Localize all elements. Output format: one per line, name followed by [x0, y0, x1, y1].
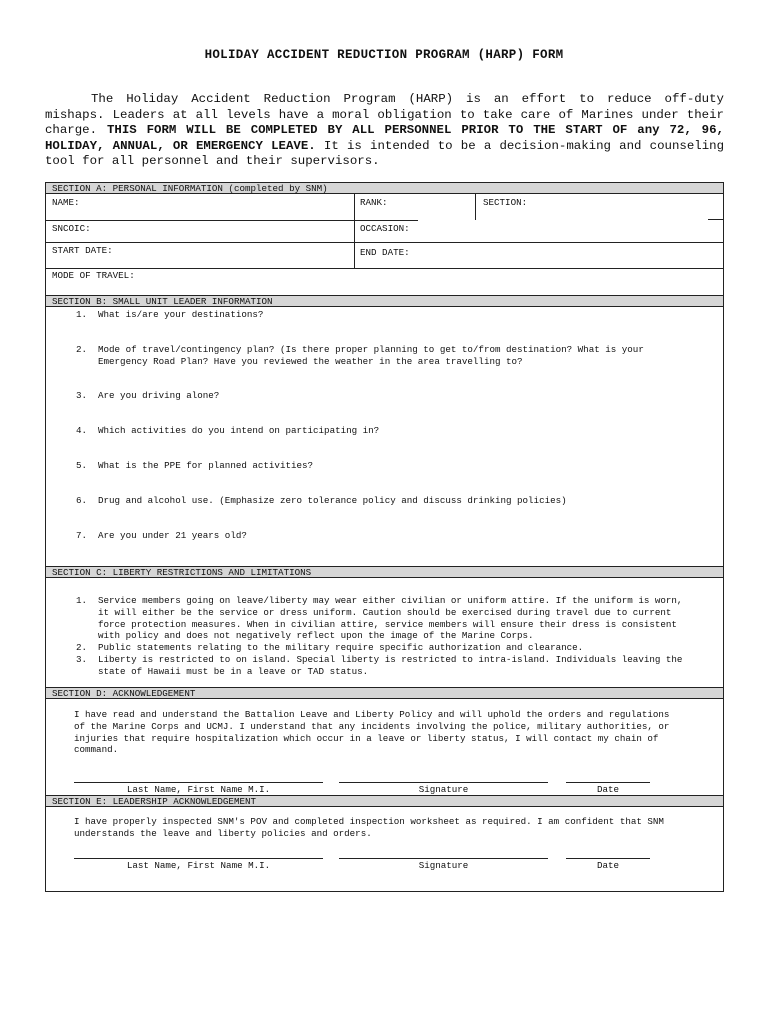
mode-of-travel-label: MODE OF TRAVEL: — [52, 270, 135, 281]
sncoic-label: SNCOIC: — [52, 223, 91, 234]
question-number: 3. — [76, 390, 88, 401]
section-a-header: SECTION A: PERSONAL INFORMATION (completed by SNM) — [46, 182, 723, 194]
item-text: Liberty is restricted to on island. Special liberty is restricted to intra-island. Individuals leaving the state of Hawaii must be in a leave or TAD status. — [98, 654, 683, 677]
question-number: 4. — [76, 425, 88, 436]
end-date-label: END DATE: — [360, 247, 410, 258]
row-divider — [46, 268, 723, 269]
name-caption: Last Name, First Name M.I. — [126, 784, 271, 795]
item-number: 1. — [76, 595, 88, 606]
signature-caption: Signature — [418, 860, 469, 871]
row-divider — [46, 220, 418, 221]
divider — [475, 194, 476, 220]
row-divider — [708, 219, 723, 220]
question-text: Drug and alcohol use. (Emphasize zero tolerance policy and discuss drinking policies) — [98, 495, 567, 506]
item-text: Public statements relating to the military require specific authorization and clearance. — [98, 642, 584, 653]
divider — [354, 242, 355, 268]
intro-bold-notice: THIS FORM WILL BE COMPLETED BY ALL PERSONNEL PRIOR TO THE START OF any 72, 96, HOLIDAY, ANNUAL, OR EMERGENCY LEAVE. — [45, 123, 724, 153]
section-label: SECTION: — [483, 197, 528, 208]
date-line — [566, 858, 650, 859]
harp-form — [45, 182, 724, 892]
name-signature-line — [74, 782, 323, 783]
question-text: What is/are your destinations? — [98, 309, 264, 320]
date-caption: Date — [596, 860, 620, 871]
question-number: 7. — [76, 530, 88, 541]
form-title: HOLIDAY ACCIDENT REDUCTION PROGRAM (HARP) FORM — [204, 48, 564, 62]
question-number: 2. — [76, 344, 88, 355]
signature-line — [339, 858, 548, 859]
question-number: 1. — [76, 309, 88, 320]
section-d-header: SECTION D: ACKNOWLEDGEMENT — [46, 687, 723, 699]
signature-caption: Signature — [418, 784, 469, 795]
rank-label: RANK: — [360, 197, 388, 208]
date-line — [566, 782, 650, 783]
divider — [354, 194, 355, 220]
occasion-label: OCCASION: — [360, 223, 410, 234]
intro-text-end: It is intended to be a decision-making and counseling tool for all personnel and their supervisors. — [45, 138, 725, 169]
item-number: 3. — [76, 654, 88, 665]
leadership-acknowledgement-text: I have properly inspected SNM's POV and completed inspection worksheet as required. I am confident that SNM understands the leave and liberty policies and orders. — [74, 816, 664, 839]
question-number: 6. — [76, 495, 88, 506]
name-label: NAME: — [52, 197, 80, 208]
question-text: What is the PPE for planned activities? — [98, 460, 314, 471]
name-caption: Last Name, First Name M.I. — [126, 860, 271, 871]
question-text: Which activities do you intend on participating in? — [98, 425, 380, 436]
intro-paragraph — [45, 92, 724, 170]
row-divider — [46, 242, 723, 243]
acknowledgement-text: I have read and understand the Battalion Leave and Liberty Policy and will uphold the orders and regulations of the Marine Corps and UCMJ. I understand that any incidents involving the police, military authorities, or injuries that require hospitalization which occur in a leave or liberty status, I will contact my chain of command. — [74, 709, 670, 756]
signature-line — [339, 782, 548, 783]
question-text: Are you driving alone? — [98, 390, 220, 401]
question-text: Are you under 21 years old? — [98, 530, 247, 541]
start-date-label: START DATE: — [52, 245, 113, 256]
item-number: 2. — [76, 642, 88, 653]
date-caption: Date — [596, 784, 620, 795]
item-text: Service members going on leave/liberty may wear either civilian or uniform attire. If the uniform is worn, it will either be the service or dress uniform. Caution should be exercised during travel due to current force protection measures. When in civilian attire, service members will ensure their dress is consistent with policy and does not negatively reflect upon the image of the Marine Corps. — [98, 595, 683, 642]
section-b-header: SECTION B: SMALL UNIT LEADER INFORMATION — [46, 295, 723, 307]
question-text: Mode of travel/contingency plan? (Is there proper planning to get to/from destination? What is your Emergency Road Plan? Have you reviewed the weather in the area travelling to? — [98, 344, 644, 367]
name-signature-line — [74, 858, 323, 859]
section-c-header: SECTION C: LIBERTY RESTRICTIONS AND LIMITATIONS — [46, 566, 723, 578]
section-e-header: SECTION E: LEADERSHIP ACKNOWLEDGEMENT — [46, 795, 723, 807]
intro-text: The Holiday Accident Reduction Program (HARP) is an effort to reduce off-duty mishaps. Leaders at all levels have a moral obligation to take care of Marines under their charge. — [45, 92, 724, 138]
question-number: 5. — [76, 460, 88, 471]
